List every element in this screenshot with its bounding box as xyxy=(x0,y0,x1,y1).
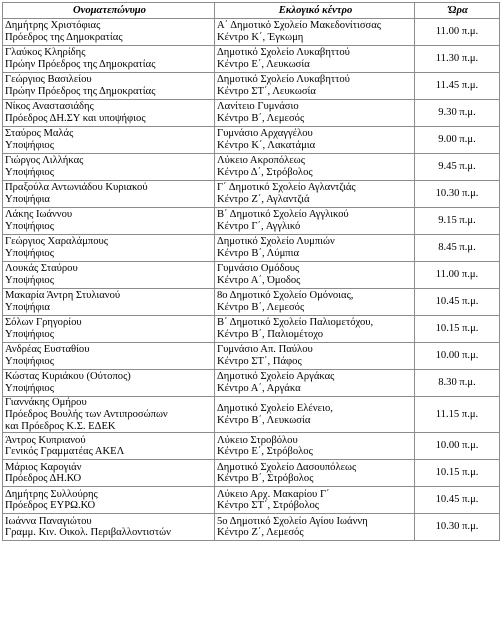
table-row xyxy=(3,100,500,127)
polling-center-district: Κέντρο Β΄, Λεμεσός xyxy=(217,302,305,313)
person-name: Δημήτρης Συλλούρης xyxy=(5,488,98,500)
polling-center-cell xyxy=(215,433,415,460)
person-name: Γλαύκος Κληρίδης xyxy=(5,47,86,59)
vote-time-cell: 10.00 π.μ. xyxy=(415,343,500,370)
vote-time-cell: 9.30 π.μ. xyxy=(415,100,500,127)
polling-center-district: Κέντρο ΣΤ΄, Πάφος xyxy=(217,356,302,367)
person-name: Λάκης Ιωάννου xyxy=(5,209,73,221)
table-row xyxy=(3,343,500,370)
person-title: Υποψήφιος xyxy=(5,221,54,232)
polling-center-cell xyxy=(215,397,415,433)
vote-time-cell: 11.30 π.μ. xyxy=(415,46,500,73)
polling-center-name: 8ο Δημοτικό Σχολείο Ομόνοιας, xyxy=(217,290,354,302)
person-cell xyxy=(3,262,215,289)
polling-center-district: Κέντρο Ε΄, Λευκωσία xyxy=(217,59,310,70)
person-name: Άντρος Κυπριανού xyxy=(5,434,86,446)
polling-center-name: Δημοτικό Σχολείο Δασουπόλεως xyxy=(217,461,357,473)
polling-center-name: 5ο Δημοτικό Σχολείο Αγίου Ιωάννη xyxy=(217,515,368,527)
person-cell xyxy=(3,19,215,46)
person-title: Υποψήφια xyxy=(5,302,50,313)
person-cell xyxy=(3,433,215,460)
table-body xyxy=(3,19,500,541)
vote-time-cell: 10.15 π.μ. xyxy=(415,316,500,343)
polling-center-cell xyxy=(215,208,415,235)
polling-center-district: Κέντρο Ζ΄, Λεμεσός xyxy=(217,527,304,539)
polling-center-name: Γυμνάσιο Ομόδους xyxy=(217,263,300,275)
person-title: Υποψήφιος xyxy=(5,275,54,286)
polling-center-name: Λύκειο Ακροπόλεως xyxy=(217,155,305,167)
polling-center-district: Κέντρο Β΄, Λύμπια xyxy=(217,248,300,259)
person-cell xyxy=(3,397,215,433)
table-header-row xyxy=(3,3,500,19)
person-cell xyxy=(3,460,215,487)
person-title: Υποψήφιος xyxy=(5,167,54,178)
vote-time-cell: 10.45 π.μ. xyxy=(415,289,500,316)
table-row xyxy=(3,289,500,316)
person-title: Πρόεδρος ΔΗ.ΣΥ και υποψήφιος xyxy=(5,113,146,124)
vote-time-cell: 9.45 π.μ. xyxy=(415,154,500,181)
polling-center-district: Κέντρο Β΄, Στρόβολος xyxy=(217,473,314,485)
person-name: Σόλων Γρηγορίου xyxy=(5,317,82,329)
person-cell xyxy=(3,46,215,73)
person-name: Νίκος Αναστασιάδης xyxy=(5,101,94,113)
person-title: Πρώην Πρόεδρος της Δημοκρατίας xyxy=(5,86,156,97)
table-row xyxy=(3,154,500,181)
person-name: Γιώργος Λιλλήκας xyxy=(5,155,84,167)
person-name: Μάριος Καρογιάν xyxy=(5,461,82,473)
polling-center-cell xyxy=(215,370,415,397)
person-title: Πρόεδρος ΕΥΡΩ.ΚΟ xyxy=(5,500,96,512)
person-title: Πρόεδρος Βουλής των Αντιπροσώπων xyxy=(5,408,168,420)
polling-schedule-table xyxy=(2,2,500,541)
person-cell xyxy=(3,154,215,181)
polling-center-cell xyxy=(215,19,415,46)
polling-center-cell xyxy=(215,235,415,262)
polling-center-cell xyxy=(215,73,415,100)
polling-center-name: Δημοτικό Σχολείο Λυκαβηττού xyxy=(217,47,350,59)
polling-center-district: Κέντρο Α΄, Αργάκα xyxy=(217,383,301,394)
polling-center-district: Κέντρο Κ΄, Έγκωμη xyxy=(217,32,304,43)
table-row xyxy=(3,316,500,343)
polling-center-name: Δημοτικό Σχολείο Λυμπιών xyxy=(217,236,335,248)
table-row xyxy=(3,514,500,541)
person-title: Υποψήφια xyxy=(5,194,50,205)
polling-center-cell xyxy=(215,100,415,127)
table-row xyxy=(3,262,500,289)
person-name: Δημήτρης Χριστόφιας xyxy=(5,20,101,32)
table-row xyxy=(3,73,500,100)
polling-center-district: Κέντρο Α΄, Όμοδος xyxy=(217,275,301,286)
polling-center-cell xyxy=(215,343,415,370)
person-cell xyxy=(3,73,215,100)
polling-center-name: Β΄ Δημοτικό Σχολείο Παλιομετόχου, xyxy=(217,317,374,329)
person-title: Υποψήφιος xyxy=(5,383,54,394)
vote-time-cell: 9.00 π.μ. xyxy=(415,127,500,154)
vote-time-cell: 10.15 π.μ. xyxy=(415,460,500,487)
person-cell xyxy=(3,316,215,343)
polling-center-name: Λανίτειο Γυμνάσιο xyxy=(217,101,299,113)
polling-center-name: Α΄ Δημοτικό Σχολείο Μακεδονίτισσας xyxy=(217,20,382,32)
polling-center-district: Κέντρο Δ΄, Στρόβολος xyxy=(217,167,313,178)
polling-center-cell xyxy=(215,460,415,487)
person-name: Γιαννάκης Ομήρου xyxy=(5,397,87,408)
polling-center-district: Κέντρο Γ΄, Αγγλικό xyxy=(217,221,301,232)
person-cell xyxy=(3,181,215,208)
person-title: Υποψήφιος xyxy=(5,356,54,367)
person-name: Λουκάς Σταύρου xyxy=(5,263,78,275)
person-cell xyxy=(3,235,215,262)
polling-center-cell xyxy=(215,487,415,514)
person-cell xyxy=(3,100,215,127)
polling-center-district: Κέντρο ΣΤ΄, Στρόβολος xyxy=(217,500,319,512)
polling-center-cell xyxy=(215,46,415,73)
polling-center-name: Δημοτικό Σχολείο Αργάκας xyxy=(217,371,335,383)
table-row xyxy=(3,46,500,73)
polling-center-district: Κέντρο ΣΤ΄, Λευκωσία xyxy=(217,86,316,97)
person-name: Σταύρος Μαλάς xyxy=(5,128,74,140)
person-cell xyxy=(3,487,215,514)
polling-center-cell xyxy=(215,154,415,181)
person-title: Πρόεδρος ΔΗ.ΚΟ xyxy=(5,473,82,485)
polling-center-name: Γυμνάσιο Απ. Παύλου xyxy=(217,344,313,356)
vote-time-cell: 9.15 π.μ. xyxy=(415,208,500,235)
person-name: Ανδρέας Ευσταθίου xyxy=(5,344,90,356)
polling-center-district: Κέντρο Β΄, Λευκωσία xyxy=(217,414,311,426)
vote-time-cell: 10.45 π.μ. xyxy=(415,487,500,514)
person-cell xyxy=(3,514,215,541)
polling-center-district: Κέντρο Ζ΄, Αγλαντζιά xyxy=(217,194,310,205)
polling-center-district: Κέντρο Κ΄, Λακατάμια xyxy=(217,140,316,151)
table-row xyxy=(3,487,500,514)
person-name: Πραξούλα Αντωνιάδου Κυριακού xyxy=(5,182,148,194)
polling-center-cell xyxy=(215,262,415,289)
table-row xyxy=(3,127,500,154)
polling-center-cell xyxy=(215,289,415,316)
vote-time-cell: 10.00 π.μ. xyxy=(415,433,500,460)
polling-center-name: Γ΄ Δημοτικό Σχολείο Αγλαντζιάς xyxy=(217,182,356,194)
person-cell xyxy=(3,343,215,370)
polling-center-cell xyxy=(215,514,415,541)
person-title: Υποψήφιος xyxy=(5,329,54,340)
person-name: Γεώργιος Βασιλείου xyxy=(5,74,92,86)
person-name: Ιωάννα Παναγιώτου xyxy=(5,515,92,527)
person-title: Υποψήφιος xyxy=(5,140,54,151)
vote-time-cell: 8.30 π.μ. xyxy=(415,370,500,397)
table-row xyxy=(3,19,500,46)
table-row xyxy=(3,235,500,262)
vote-time-cell: 11.00 π.μ. xyxy=(415,262,500,289)
vote-time-cell: 11.45 π.μ. xyxy=(415,73,500,100)
person-title: Γενικός Γραμματέας ΑΚΕΛ xyxy=(5,446,125,458)
person-name: Γεώργιος Χαραλάμπους xyxy=(5,236,108,248)
polling-center-name: Λύκειο Στροβόλου xyxy=(217,434,298,446)
person-name: Κώστας Κυριάκου (Ούτοπος) xyxy=(5,371,131,383)
polling-center-name: Δημοτικό Σχολείο Ελένειο, xyxy=(217,402,333,414)
table-row xyxy=(3,433,500,460)
vote-time-cell: 11.00 π.μ. xyxy=(415,19,500,46)
person-title: και Πρόεδρος Κ.Σ. ΕΔΕΚ xyxy=(5,420,116,432)
polling-center-district: Κέντρο Β΄, Παλιομέτοχο xyxy=(217,329,324,340)
person-title: Γραμμ. Κιν. Οικολ. Περιβαλλοντιστών xyxy=(5,527,171,539)
table-row xyxy=(3,397,500,433)
person-name: Μακαρία Άντρη Στυλιανού xyxy=(5,290,121,302)
person-title: Πρώην Πρόεδρος της Δημοκρατίας xyxy=(5,59,156,70)
table-row xyxy=(3,460,500,487)
person-cell xyxy=(3,208,215,235)
polling-center-cell xyxy=(215,181,415,208)
header-center: Εκλογικό κέντρο xyxy=(215,3,415,19)
vote-time-cell: 8.45 π.μ. xyxy=(415,235,500,262)
polling-center-district: Κέντρο Β΄, Λεμεσός xyxy=(217,113,305,124)
table-row xyxy=(3,370,500,397)
table-row xyxy=(3,208,500,235)
polling-center-name: Β΄ Δημοτικό Σχολείο Αγγλικού xyxy=(217,209,349,221)
polling-center-name: Δημοτικό Σχολείο Λυκαβηττού xyxy=(217,74,350,86)
vote-time-cell: 11.15 π.μ. xyxy=(415,397,500,433)
polling-center-district: Κέντρο Ε΄, Στρόβολος xyxy=(217,446,313,458)
polling-center-name: Γυμνάσιο Αρχαγγέλου xyxy=(217,128,313,140)
vote-time-cell: 10.30 π.μ. xyxy=(415,181,500,208)
person-cell xyxy=(3,370,215,397)
person-title: Υποψήφιος xyxy=(5,248,54,259)
person-cell xyxy=(3,289,215,316)
header-time: Ώρα xyxy=(415,3,500,19)
table-row xyxy=(3,181,500,208)
polling-center-name: Λύκειο Αρχ. Μακαρίου Γ΄ xyxy=(217,488,330,500)
header-name: Ονοματεπώνυμο xyxy=(3,3,215,19)
polling-center-cell xyxy=(215,127,415,154)
person-cell xyxy=(3,127,215,154)
vote-time-cell: 10.30 π.μ. xyxy=(415,514,500,541)
person-title: Πρόεδρος της Δημοκρατίας xyxy=(5,32,123,43)
polling-center-cell xyxy=(215,316,415,343)
